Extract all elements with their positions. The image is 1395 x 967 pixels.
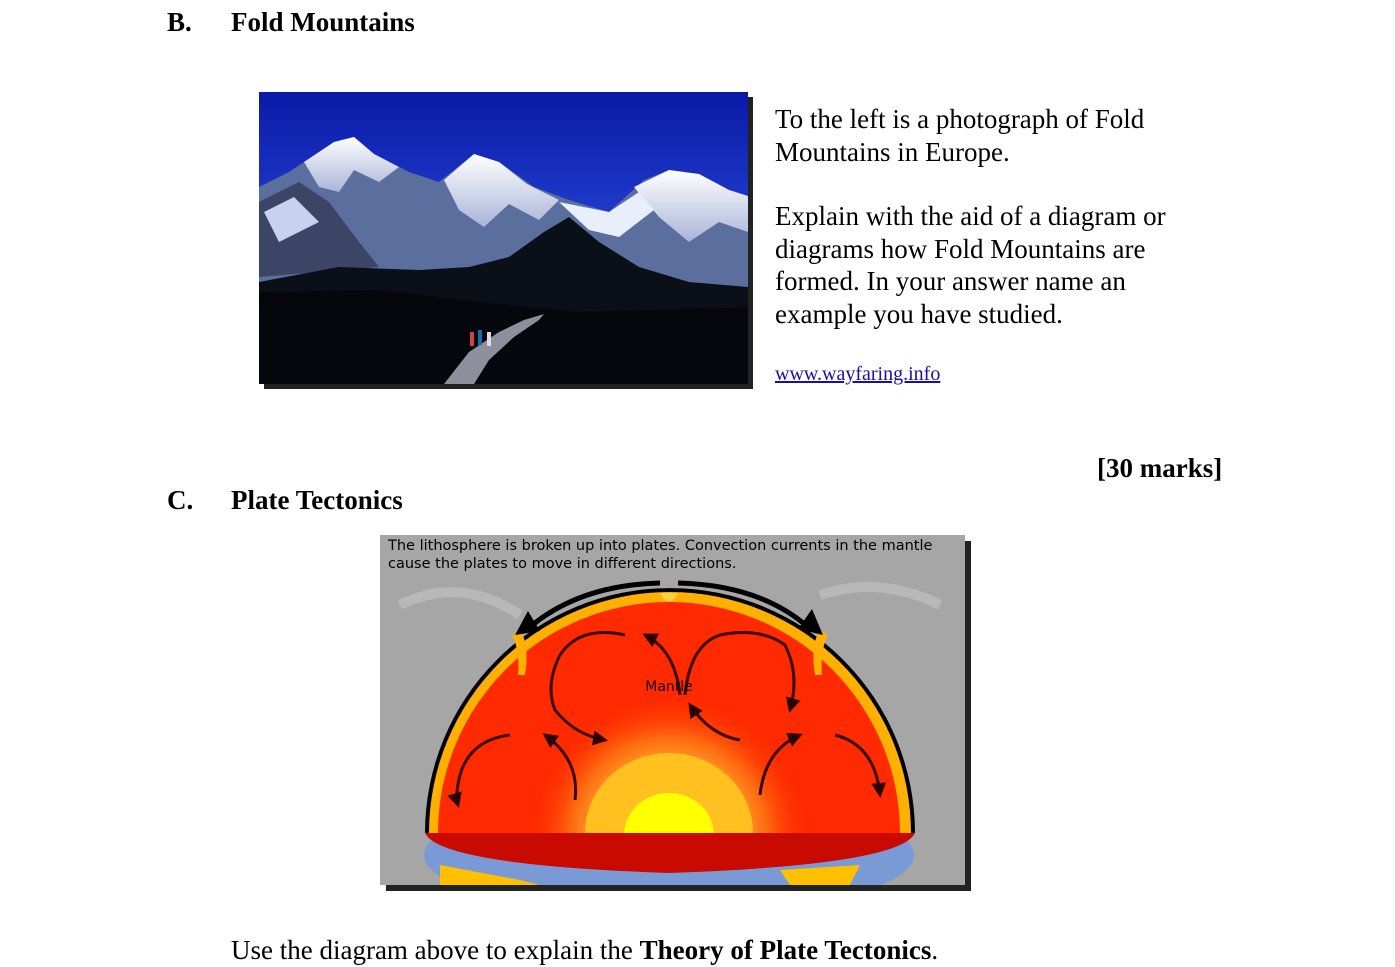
marks-label: [30 marks] — [1097, 453, 1223, 483]
question-bold-term: Theory of Plate Tectonics — [639, 935, 932, 965]
earth-cross-section — [380, 535, 965, 885]
question-prefix: Use the diagram above to explain the — [231, 935, 640, 965]
plate-tectonics-diagram — [380, 535, 965, 885]
mantle-label: Mantle — [645, 679, 693, 695]
section-c-letter: C. — [167, 485, 194, 515]
section-c-title: Plate Tectonics — [231, 485, 403, 515]
fold-mountains-photo — [259, 92, 748, 384]
question-suffix: . — [931, 935, 939, 965]
question-paragraph: Explain with the aid of a diagram or diagrams how Fold Mountains are formed. In your answer name an example you have studied. — [775, 201, 1166, 329]
mountain-illustration — [259, 92, 748, 384]
photo-caption-paragraph: To the left is a photograph of Fold Mountains in Europe. — [775, 104, 1145, 167]
section-b-letter: B. — [167, 7, 192, 37]
section-b-description — [775, 103, 1205, 330]
plate-tectonics-question — [231, 933, 938, 967]
diagram-caption: The lithosphere is broken up into plates. Convection currents in the mantle cause the plates to move in different directions. — [388, 538, 933, 572]
source-link[interactable]: www.wayfaring.info — [775, 363, 941, 385]
section-b-title: Fold Mountains — [231, 7, 415, 37]
